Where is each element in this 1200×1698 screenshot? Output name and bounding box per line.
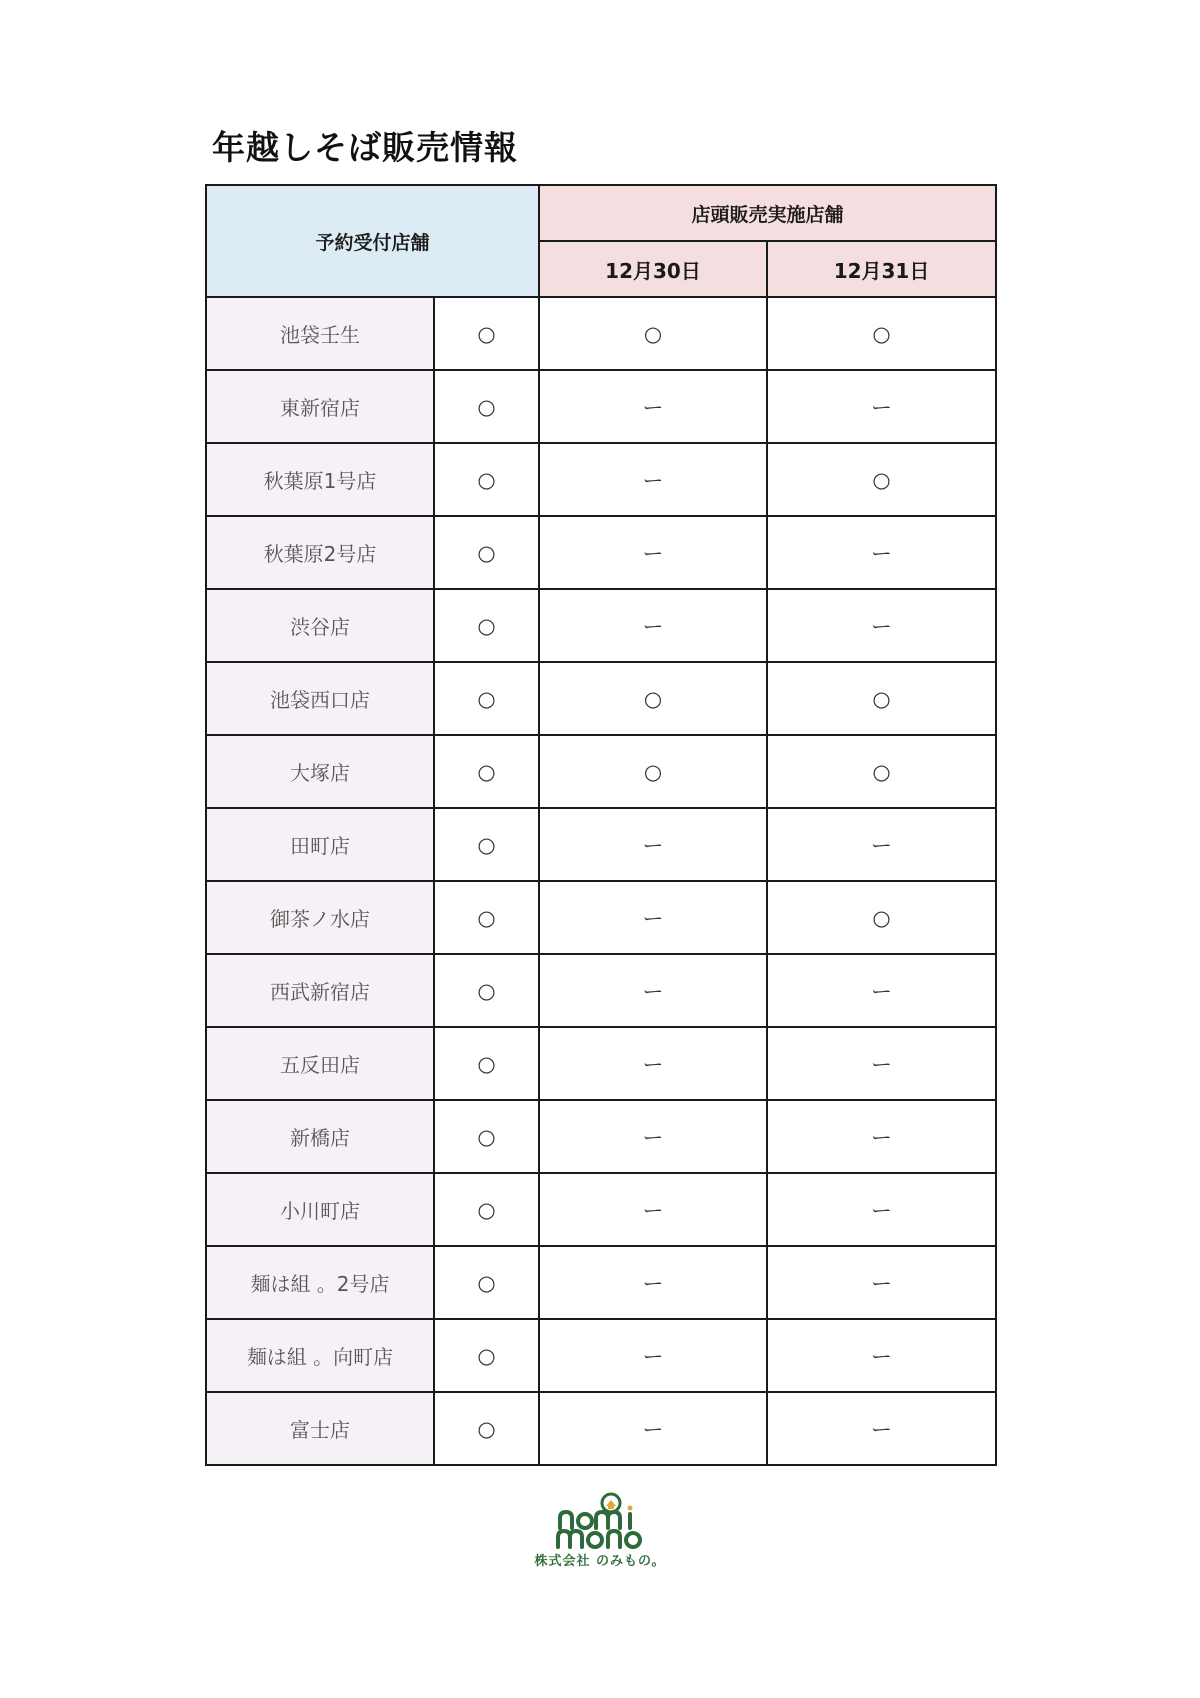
reserve-mark-cell: ○ bbox=[434, 370, 539, 443]
reserve-mark-cell: ○ bbox=[434, 1100, 539, 1173]
dec30-mark-cell: ○ bbox=[539, 735, 767, 808]
dec30-mark-cell: ー bbox=[539, 1100, 767, 1173]
table-row bbox=[206, 1027, 996, 1100]
dec31-mark-cell: ー bbox=[767, 370, 996, 443]
store-name-cell: 渋谷店 bbox=[206, 589, 434, 662]
store-name-cell: 田町店 bbox=[206, 808, 434, 881]
table-row bbox=[206, 1246, 996, 1319]
table-row bbox=[206, 443, 996, 516]
table-row bbox=[206, 1173, 996, 1246]
table-row bbox=[206, 1319, 996, 1392]
reserve-mark-cell: ○ bbox=[434, 662, 539, 735]
reserve-mark-cell: ○ bbox=[434, 589, 539, 662]
reserve-mark-cell: ○ bbox=[434, 1392, 539, 1465]
store-name-cell: 五反田店 bbox=[206, 1027, 434, 1100]
dec31-mark-cell: ー bbox=[767, 1392, 996, 1465]
reserve-mark-cell: ○ bbox=[434, 1319, 539, 1392]
store-name-cell: 麺は組 。2号店 bbox=[206, 1246, 434, 1319]
date-header-dec30: 12月30日 bbox=[539, 241, 767, 297]
dec31-mark-cell: ○ bbox=[767, 881, 996, 954]
company-name: 株式会社 のみもの。 bbox=[534, 1554, 666, 1569]
reserve-mark-cell: ○ bbox=[434, 1246, 539, 1319]
reserve-mark-cell: ○ bbox=[434, 443, 539, 516]
dec30-mark-cell: ー bbox=[539, 1319, 767, 1392]
dec30-mark-cell: ー bbox=[539, 443, 767, 516]
dec30-mark-cell: ○ bbox=[539, 662, 767, 735]
reserve-mark-cell: ○ bbox=[434, 516, 539, 589]
page-title: 年越しそば販売情報 bbox=[212, 128, 518, 167]
table-row bbox=[206, 1100, 996, 1173]
dec30-mark-cell: ー bbox=[539, 1173, 767, 1246]
store-name-cell: 御茶ノ水店 bbox=[206, 881, 434, 954]
dec31-mark-cell: ー bbox=[767, 954, 996, 1027]
store-name-cell: 西武新宿店 bbox=[206, 954, 434, 1027]
store-name-cell: 秋葉原1号店 bbox=[206, 443, 434, 516]
dec31-mark-cell: ー bbox=[767, 1027, 996, 1100]
dec31-mark-cell: ○ bbox=[767, 735, 996, 808]
date-header-dec31: 12月31日 bbox=[767, 241, 996, 297]
table-row bbox=[206, 589, 996, 662]
dec30-mark-cell: ○ bbox=[539, 297, 767, 370]
store-name-cell: 池袋西口店 bbox=[206, 662, 434, 735]
dec31-mark-cell: ○ bbox=[767, 297, 996, 370]
reserve-mark-cell: ○ bbox=[434, 808, 539, 881]
reserve-mark-cell: ○ bbox=[434, 297, 539, 370]
dec30-mark-cell: ー bbox=[539, 808, 767, 881]
dec30-mark-cell: ー bbox=[539, 1392, 767, 1465]
dec30-mark-cell: ー bbox=[539, 1246, 767, 1319]
store-name-cell: 大塚店 bbox=[206, 735, 434, 808]
table-row bbox=[206, 297, 996, 370]
dec30-mark-cell: ー bbox=[539, 516, 767, 589]
table-row bbox=[206, 1392, 996, 1465]
store-name-cell: 富士店 bbox=[206, 1392, 434, 1465]
dec31-mark-cell: ○ bbox=[767, 662, 996, 735]
store-name-cell: 秋葉原2号店 bbox=[206, 516, 434, 589]
table-row bbox=[206, 662, 996, 735]
dec30-mark-cell: ー bbox=[539, 1027, 767, 1100]
dec31-mark-cell: ー bbox=[767, 516, 996, 589]
instore-sales-header: 店頭販売実施店舗 bbox=[539, 185, 996, 241]
store-availability-table bbox=[205, 184, 997, 1466]
dec30-mark-cell: ー bbox=[539, 954, 767, 1027]
reserve-mark-cell: ○ bbox=[434, 881, 539, 954]
dec30-mark-cell: ー bbox=[539, 370, 767, 443]
table-row bbox=[206, 881, 996, 954]
reserve-mark-cell: ○ bbox=[434, 735, 539, 808]
store-name-cell: 麺は組 。向町店 bbox=[206, 1319, 434, 1392]
table-row bbox=[206, 370, 996, 443]
reserve-mark-cell: ○ bbox=[434, 954, 539, 1027]
table-row bbox=[206, 808, 996, 881]
nomimono-logo-icon bbox=[548, 1492, 652, 1554]
store-name-cell: 東新宿店 bbox=[206, 370, 434, 443]
dec31-mark-cell: ○ bbox=[767, 443, 996, 516]
store-name-cell: 池袋壬生 bbox=[206, 297, 434, 370]
dec31-mark-cell: ー bbox=[767, 1173, 996, 1246]
dec30-mark-cell: ー bbox=[539, 589, 767, 662]
store-name-cell: 小川町店 bbox=[206, 1173, 434, 1246]
dec31-mark-cell: ー bbox=[767, 589, 996, 662]
reserve-mark-cell: ○ bbox=[434, 1173, 539, 1246]
reserve-stores-header: 予約受付店舗 bbox=[206, 185, 539, 297]
reserve-mark-cell: ○ bbox=[434, 1027, 539, 1100]
dec31-mark-cell: ー bbox=[767, 1246, 996, 1319]
table-row bbox=[206, 954, 996, 1027]
dec30-mark-cell: ー bbox=[539, 881, 767, 954]
store-rows bbox=[206, 297, 996, 1465]
table-row bbox=[206, 516, 996, 589]
store-name-cell: 新橋店 bbox=[206, 1100, 434, 1173]
dec31-mark-cell: ー bbox=[767, 1319, 996, 1392]
table-row bbox=[206, 735, 996, 808]
dec31-mark-cell: ー bbox=[767, 808, 996, 881]
dec31-mark-cell: ー bbox=[767, 1100, 996, 1173]
